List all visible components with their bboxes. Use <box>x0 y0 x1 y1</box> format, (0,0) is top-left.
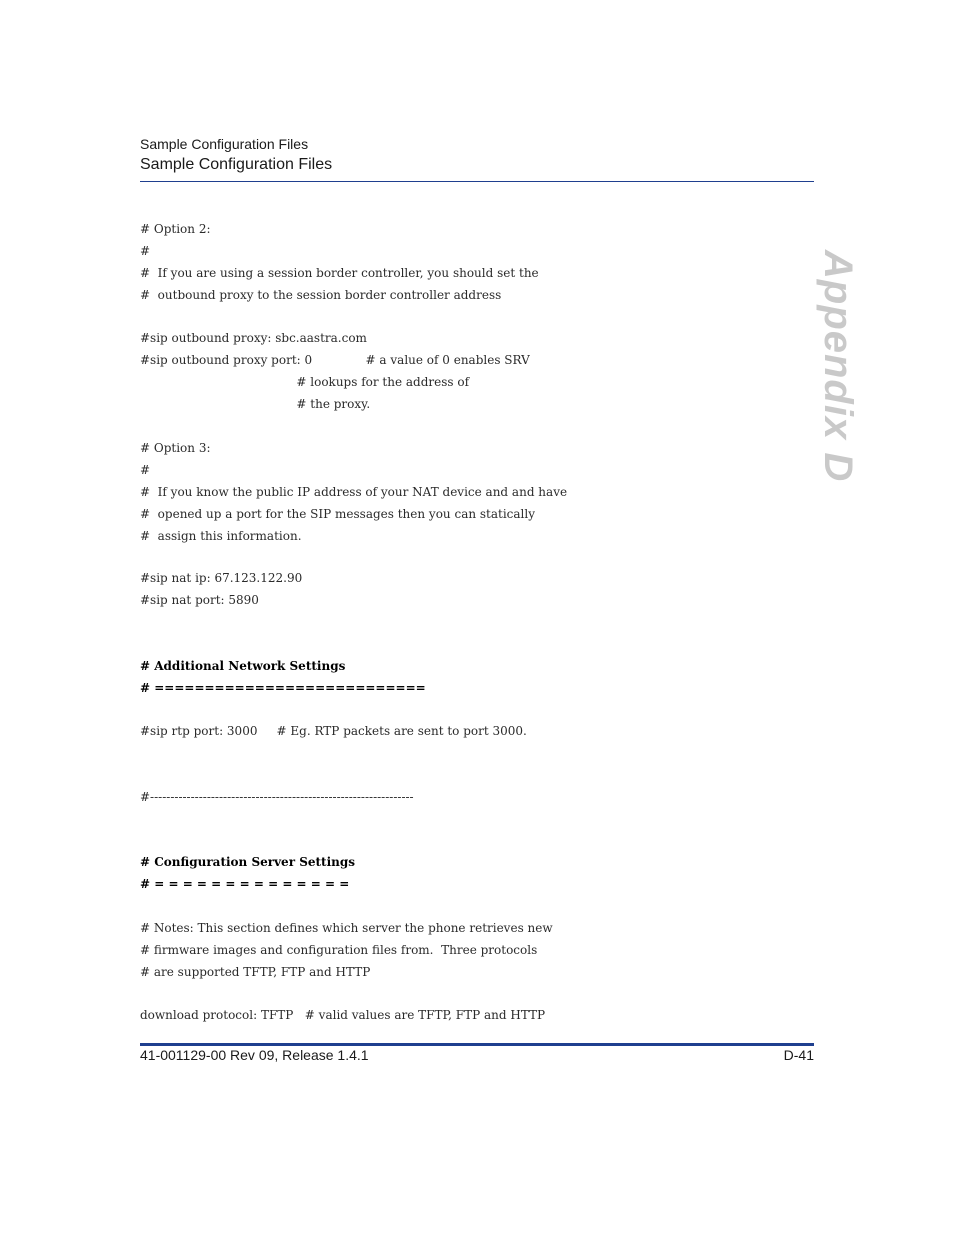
code-download-protocol: download protocol: TFTP # valid values are TFTP, FTP and HTTP <box>140 1008 546 1022</box>
footer-page-number: D-41 <box>783 1047 814 1063</box>
appendix-side-tab: Appendix D <box>816 250 860 483</box>
code-outbound-proxy: #sip outbound proxy: sbc.aastra.com #sip outbound proxy port: 0 # a value of 0 enables SRV # lookups for the address of # the proxy. <box>140 331 530 411</box>
code-option-2: # Option 2: # # If you are using a session border controller, you should set the # outbound proxy to the session border controller address <box>140 222 539 302</box>
footer-doc-id: 41-001129-00 Rev 09, Release 1.4.1 <box>140 1047 369 1063</box>
section-title: Sample Configuration Files <box>140 156 333 173</box>
footer-rule <box>140 1043 814 1046</box>
code-nat: #sip nat ip: 67.123.122.90 #sip nat port: 5890 <box>140 571 303 607</box>
code-rtp-port: #sip rtp port: 3000 # Eg. RTP packets are sent to port 3000. <box>140 724 527 738</box>
code-config-server-heading: # Configuration Server Settings # = = = = = = = = = = = = = = <box>140 855 356 891</box>
running-header: Sample Configuration Files <box>140 136 309 152</box>
code-additional-network-heading: # Additional Network Settings # =========================== <box>140 659 426 695</box>
code-divider: #----------------------------------------------------------------- <box>140 790 414 804</box>
code-notes: # Notes: This section defines which server the phone retrieves new # firmware images and configuration files from. Three protocols # are supported TFTP, FTP and HTTP <box>140 921 553 979</box>
code-option-3: # Option 3: # # If you know the public IP address of your NAT device and and have # opened up a port for the SIP messages then you can statically # assign this information. <box>140 441 568 543</box>
header-rule <box>140 181 814 182</box>
